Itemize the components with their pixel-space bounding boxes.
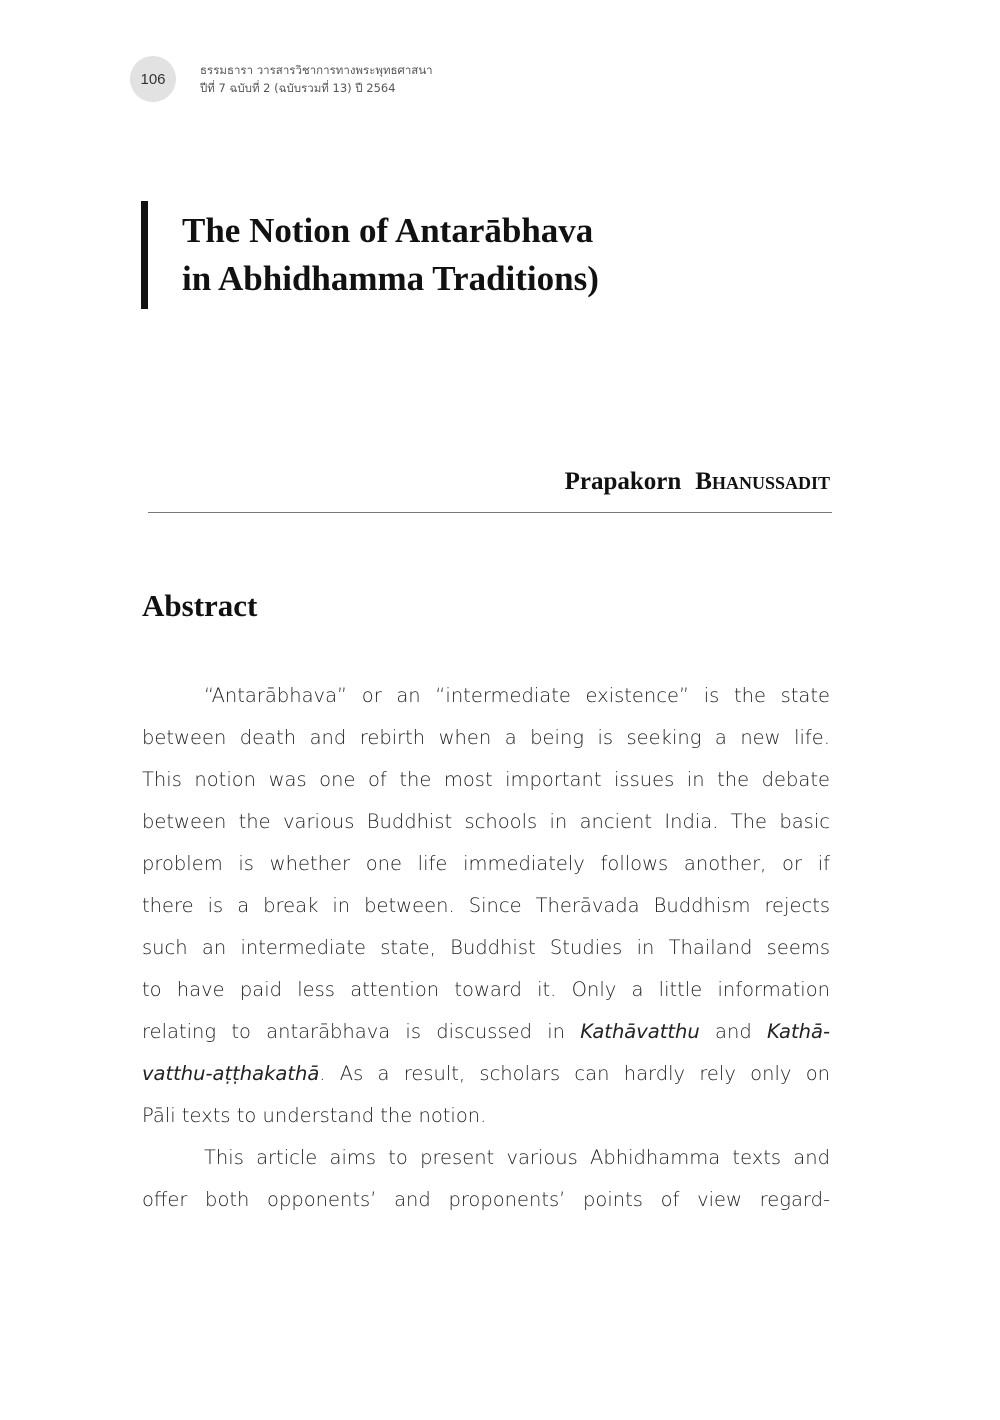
title-line-1: The Notion of Antarābhava: [182, 211, 594, 250]
abstract-body: [142, 675, 830, 1221]
abstract-line: “Antarābhava” or an “intermediate existence” is the state: [204, 684, 830, 707]
title-accent-bar: [141, 201, 148, 309]
abstract-line: to have paid less attention toward it. Only a little information: [142, 978, 830, 1001]
journal-issue: ปีที่ 7 ฉบับที่ 2 (ฉบับรวมที่ 13) ปี 2564: [200, 81, 396, 95]
page-number: 106: [130, 56, 176, 102]
abstract-line: offer both opponents’ and proponents’ points of view regard-: [142, 1188, 830, 1211]
abstract-text: and: [699, 1020, 767, 1043]
author-name: [565, 468, 830, 496]
running-head: [200, 61, 433, 97]
abstract-italic-term: Kathā-: [766, 1020, 830, 1043]
title-line-2: in Abhidhamma Traditions): [182, 259, 599, 298]
abstract-line: This article aims to present various Abhidhamma texts and: [204, 1146, 830, 1169]
journal-title: ธรรมธารา วารสารวิชาการทางพระพุทธศาสนา: [200, 63, 433, 77]
author-surname: Bhanussadit: [695, 468, 830, 495]
abstract-line: such an intermediate state, Buddhist Studies in Thailand seems: [142, 936, 830, 959]
abstract-italic-term: Kathāvatthu: [580, 1020, 700, 1043]
abstract-line: between death and rebirth when a being is seeking a new life.: [142, 726, 830, 749]
abstract-heading: Abstract: [142, 588, 258, 623]
abstract-line: This notion was one of the most important issues in the debate: [142, 768, 830, 791]
abstract-text: relating to antarābhava is discussed in: [142, 1020, 581, 1043]
abstract-line: between the various Buddhist schools in ancient India. The basic: [142, 810, 830, 833]
abstract-line: there is a break in between. Since Therāvada Buddhism rejects: [142, 894, 830, 917]
abstract-line: problem is whether one life immediately follows another, or if: [142, 852, 830, 875]
abstract-line: [142, 1011, 830, 1053]
abstract-text: . As a result, scholars can hardly rely only on: [319, 1062, 830, 1085]
abstract-italic-term: vatthu-aṭṭhakathā: [142, 1062, 320, 1085]
abstract-line: Pāli texts to understand the notion.: [142, 1104, 487, 1127]
divider-rule: [148, 512, 832, 513]
article-title: [182, 207, 599, 303]
author-given-name: Prapakorn: [564, 468, 682, 495]
abstract-line: [142, 1053, 830, 1095]
